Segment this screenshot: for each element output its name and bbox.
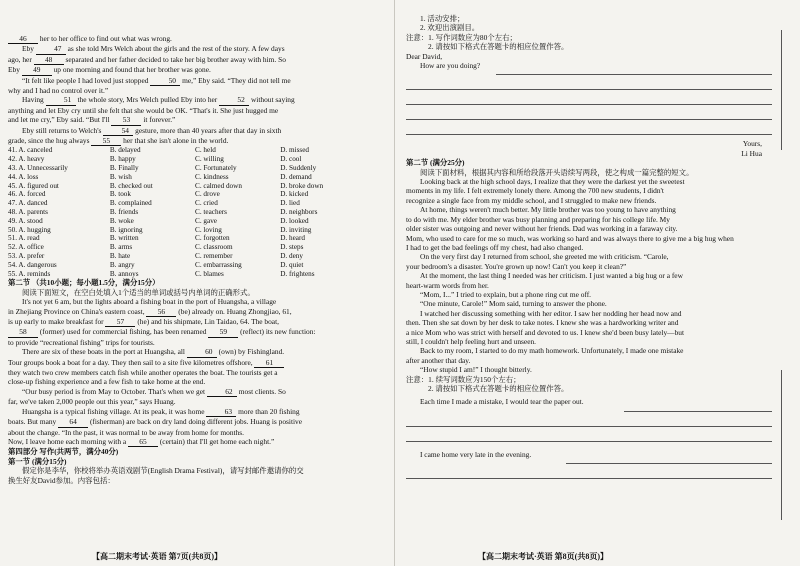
- story-line: then. Then she sat down by her desk to take notes. I knew she was a hardworking writer and: [406, 318, 679, 328]
- cloze-line: Having 51 the whole story, Mrs Welch pulled Eby into her 52 without saying: [22, 95, 295, 105]
- margin-rule: [781, 30, 782, 150]
- cloze-options-table: [8, 146, 380, 278]
- answer-blank[interactable]: 60: [187, 347, 217, 357]
- option-row: [8, 226, 380, 235]
- continuation-para2-opening: I came home very late in the evening.: [420, 449, 532, 459]
- cloze-line: 46 her to her office to find out what was wrong.: [8, 34, 382, 44]
- option-b: B. written: [109, 234, 139, 243]
- cloze-line: Eby 49 up one morning and found that her brother was gone.: [8, 65, 211, 75]
- option-c: C. loving: [195, 225, 222, 234]
- option-a: 47. A. danced: [8, 199, 48, 208]
- story-line: Mom, who used to care for me so much, was working so hard and was always there to give me a big hug when: [406, 233, 734, 243]
- option-d: D. cool: [280, 155, 302, 164]
- note-line: 2. 请按如下格式在答题卡的相应位置作答。: [428, 42, 569, 52]
- option-row: [8, 270, 380, 279]
- grammar-line: Tour groups book a boat for a day. They then sail to a site five kilometres offshore, 61: [8, 358, 382, 368]
- story-line: moments in my life. I felt extremely lonely there. Among the 700 new students, I didn't: [406, 186, 664, 196]
- grammar-line: “Our busy period is from May to October. That's when we get 62 most clients. So: [22, 386, 286, 396]
- option-c: C. blames: [195, 269, 224, 278]
- option-a: 43. A. Unnecessarily: [8, 164, 68, 173]
- answer-blank[interactable]: 56: [146, 307, 176, 317]
- option-row: [8, 234, 380, 243]
- option-b: B. took: [109, 190, 131, 199]
- answer-line[interactable]: [406, 412, 772, 427]
- answer-blank[interactable]: 54: [103, 126, 133, 136]
- answer-line[interactable]: [406, 464, 772, 479]
- option-c: C. embarrassing: [195, 260, 242, 269]
- option-c: C. forgotten: [195, 234, 230, 243]
- page-fold: [394, 0, 395, 566]
- option-d: D. broke down: [280, 181, 324, 190]
- answer-line[interactable]: [406, 90, 772, 105]
- letter-salutation: Dear David,: [406, 51, 443, 61]
- answer-blank[interactable]: 62: [207, 387, 237, 397]
- part4-title: 第四部分 写作(共两节，满分40分): [8, 447, 119, 457]
- section2-instruction: 阅读下面材料，根据其内容和所给段落开头语续写两段，使之构成一篇完整的短文。: [420, 167, 694, 177]
- grammar-line: Now, I leave home each morning with a 65 (certain) that I'll get home each night.”: [8, 436, 275, 446]
- answer-line[interactable]: [624, 397, 772, 412]
- option-b: B. happy: [109, 155, 136, 164]
- option-row: [8, 208, 380, 217]
- section2-title: 第二节 （共10小题；每小题1.5分，满分15分）: [8, 278, 160, 288]
- option-b: B. arms: [109, 243, 133, 252]
- option-a: 55. A. reminds: [8, 269, 51, 278]
- grammar-line: close-up fishing experience and a few fish to take home at the end.: [8, 377, 206, 387]
- option-row: [8, 199, 380, 208]
- option-c: C. cried: [195, 199, 218, 208]
- section2-instruction: 阅读下面短文，在空白处填入1个适当的单词或括号内单词的正确形式。: [22, 287, 255, 297]
- answer-line[interactable]: [406, 75, 772, 90]
- option-a: 41. A. canceled: [8, 146, 53, 155]
- option-b: B. friends: [109, 208, 139, 217]
- option-d: D. steps: [280, 243, 304, 252]
- story-line: Back to my room, I started to do my math homework. Unfortunately, I made one mistake: [420, 346, 684, 356]
- answer-line[interactable]: [406, 105, 772, 120]
- option-row: [8, 217, 380, 226]
- story-line: Looking back at the high school days, I realize that they were the darkest yet the sweetest: [420, 177, 685, 187]
- option-b: B. wish: [109, 172, 132, 181]
- answer-blank[interactable]: 61: [254, 358, 284, 368]
- option-c: C. teachers: [195, 208, 227, 217]
- option-d: D. deny: [280, 252, 303, 261]
- answer-blank[interactable]: 51: [46, 95, 76, 105]
- cloze-passage: [8, 34, 382, 146]
- option-d: D. demand: [280, 172, 312, 181]
- story-line: heart-warm words from her.: [406, 280, 489, 290]
- option-d: D. Suddenly: [280, 164, 317, 173]
- note-line: 2. 请按如下格式在答题卡的相应位置作答。: [428, 384, 569, 393]
- option-d: D. heard: [280, 234, 305, 243]
- option-a: 50. A. hugging: [8, 225, 51, 234]
- answer-blank[interactable]: 49: [22, 65, 52, 75]
- option-c: C. calmed down: [195, 181, 242, 190]
- part4-section1-title: 第一节 (满分15分): [8, 456, 67, 466]
- cloze-line: grade, since the hug always 55 her that she isn't alone in the world.: [8, 136, 229, 146]
- option-row: [8, 243, 380, 252]
- story-passage: [406, 177, 786, 375]
- option-c: C. gave: [195, 216, 217, 225]
- story-line: recognize a single face from my middle school, and I struggled to make new friends.: [406, 195, 657, 205]
- option-d: D. frightens: [280, 269, 315, 278]
- cloze-line: why and I had no control over it.”: [8, 86, 109, 96]
- option-b: B. ignoring: [109, 225, 143, 234]
- grammar-line: boats. But many 64 (fisherman) are back on dry land doing different jobs. Huang is positive: [8, 417, 303, 427]
- cloze-line: Eby 47 as she told Mrs Welch about the girls and the rest of the story. A few days: [22, 44, 285, 54]
- option-row: [8, 190, 380, 199]
- option-row: [8, 164, 380, 173]
- writing-task-line: 换生好友David参加。内容包括：: [8, 475, 115, 485]
- cloze-line: Eby still returns to Welch's 54 gesture, more than 40 years after that day in sixth: [22, 125, 282, 135]
- option-b: B. delayed: [109, 146, 141, 155]
- option-d: D. looked: [280, 216, 309, 225]
- story-line: On the very first day I returned from school, she greeted me with criticism. “Carole,: [420, 252, 669, 262]
- exam-page-7: [0, 0, 396, 566]
- grammar-line: It's not yet 6 am, but the lights aboard a fishing boat in the port of Huangsha, a village: [22, 297, 277, 307]
- option-c: C. classroom: [195, 243, 233, 252]
- writing-task-line: 假定你是李华，你校将举办英语戏剧节(English Drama Festival)，请写封邮件邀请你的交: [22, 466, 304, 476]
- cloze-line: and let me cry,” Eby said. “But I'll 53 it forever.”: [8, 115, 176, 125]
- option-b: B. annoys: [109, 269, 139, 278]
- grammar-line: about the change. “In the past, it was normal to be away from home for months.: [8, 427, 245, 437]
- option-a: 54. A. dangerous: [8, 260, 57, 269]
- option-c: C. remember: [195, 252, 233, 261]
- answer-line[interactable]: [406, 120, 772, 135]
- answer-blank[interactable]: 64: [58, 417, 88, 427]
- story-line: “One minute, Carole!” Mom said, turning to answer the phone.: [420, 299, 607, 309]
- grammar-line: they watch two crew members catch fish while another operates the boat. The tourists get a: [8, 368, 278, 378]
- option-d: D. neighbors: [280, 208, 318, 217]
- option-c: C. Fortunately: [195, 164, 237, 173]
- story-line: to do with me. My elder brother was busy planning and preparing for his college life. My: [406, 214, 670, 224]
- note-line: 注意：1. 写作词数应为80个左右；: [406, 32, 517, 42]
- option-d: D. missed: [280, 146, 309, 155]
- letter-opening: How are you doing?: [420, 61, 481, 71]
- answer-blank[interactable]: 65: [128, 437, 158, 447]
- option-row: [8, 182, 380, 191]
- grammar-line: There are six of these boats in the port at Huangsha, all 60 (own) by Fishingland.: [22, 347, 285, 357]
- continuation-para1-opening: Each time I made a mistake, I would tear the paper out.: [420, 397, 584, 407]
- answer-blank[interactable]: 50: [150, 76, 180, 86]
- page-footer: 【高二期末考试·英语 第7页(共8页)】: [92, 551, 222, 561]
- story-line: I watched her discussing something with her editor. I saw her nodding her head now and: [420, 308, 682, 318]
- story-line: I had to get the bad feelings off my chest, had also changed.: [406, 242, 584, 252]
- option-d: D. inviting: [280, 225, 312, 234]
- cloze-line: ago, her 48 separated and her father decided to take her big brother away with him. So: [8, 54, 286, 64]
- story-line: a nice Mom who was strict with herself and devoted to us. I knew she'd been busy lately—but: [406, 327, 685, 337]
- margin-rule: [781, 370, 782, 520]
- option-d: D. kicked: [280, 190, 309, 199]
- letter-closing: Yours,: [742, 139, 762, 149]
- option-b: B. hate: [109, 252, 131, 261]
- grammar-passage: [8, 297, 382, 447]
- story-line: your bedroom's a disaster. You're grown up now! Can't you keep it clean?”: [406, 261, 627, 271]
- option-c: C. kindness: [195, 172, 229, 181]
- option-b: B. Finally: [109, 164, 139, 173]
- option-b: B. checked out: [109, 181, 153, 190]
- option-row: [8, 155, 380, 164]
- answer-blank[interactable]: 47: [36, 44, 66, 54]
- cloze-line: anything and let Eby cry until she felt that she would be OK. “That's it. She just hugged me: [8, 105, 279, 115]
- story-line: still, I couldn't help feeling hurt and unseen.: [406, 336, 537, 346]
- option-b: B. complained: [109, 199, 152, 208]
- story-line: At the moment, the last thing I needed was her criticism. I just wanted a big hug or a few: [420, 271, 683, 281]
- option-a: 42. A. heavy: [8, 155, 45, 164]
- grammar-line: far, we've taken 2,000 people out this year,” says Huang.: [8, 397, 176, 407]
- option-a: 51. A. read: [8, 234, 40, 243]
- option-a: 45. A. figured out: [8, 181, 59, 190]
- option-b: B. woke: [109, 216, 134, 225]
- option-row: [8, 146, 380, 155]
- answer-line[interactable]: [406, 427, 772, 442]
- answer-blank[interactable]: 57: [105, 317, 135, 327]
- option-a: 48. A. parents: [8, 208, 48, 217]
- option-a: 49. A. stood: [8, 216, 43, 225]
- option-row: [8, 173, 380, 182]
- exam-page-8: [396, 0, 800, 566]
- story-line: older sister was outgoing and never without her friends. Dad was working in a faraway city.: [406, 224, 678, 234]
- answer-blank[interactable]: 48: [34, 55, 64, 65]
- option-row: [8, 261, 380, 270]
- option-d: D. lied: [280, 199, 300, 208]
- answer-blank[interactable]: 46: [8, 34, 38, 44]
- story-line: after another that day.: [406, 355, 471, 365]
- grammar-line: in Zhejiang Province on China's eastern coast, 56 (be) already on. Huang Zhongjiao, 61,: [8, 306, 292, 316]
- option-c: C. willing: [195, 155, 224, 164]
- story-line: “Mom, I...” I tried to explain, but a phone ring cut me off.: [420, 289, 592, 299]
- option-a: 52. A. office: [8, 243, 44, 252]
- letter-signature: Li Hua: [741, 148, 762, 158]
- answer-blank[interactable]: 59: [208, 327, 238, 337]
- answer-line[interactable]: [566, 449, 772, 464]
- page-footer: 【高二期末考试·英语 第8页(共8页)】: [478, 551, 608, 561]
- story-line: At home, things weren't much better. My little brother was too young to have anything: [420, 205, 676, 215]
- option-c: C. held: [195, 146, 216, 155]
- note-line: 注意：1. 续写词数应为150个左右；: [406, 374, 521, 384]
- option-a: 44. A. loss: [8, 172, 39, 181]
- option-b: B. angry: [109, 260, 135, 269]
- answer-blank[interactable]: 53: [111, 115, 141, 125]
- grammar-line: 58 (former) used for commercial fishing, has been renamed 59 (reflect) its new function:: [8, 327, 382, 337]
- grammar-line: Huangsha is a typical fishing village. At its peak, it was home 63 more than 20 fishing: [22, 406, 300, 416]
- answer-blank[interactable]: 58: [8, 327, 38, 337]
- option-c: C. drove: [195, 190, 220, 199]
- option-a: 46. A. forced: [8, 190, 46, 199]
- answer-blank[interactable]: 63: [206, 407, 236, 417]
- cloze-line: “It felt like people I had loved just stopped 50 me,” Eby said. “They did not tell me: [22, 75, 291, 85]
- answer-blank[interactable]: 55: [91, 136, 121, 146]
- option-row: [8, 252, 380, 261]
- option-d: D. quiet: [280, 260, 304, 269]
- grammar-line: is up early to make breakfast for 57 (he) and his shipmate, Lin Taidao, 64. The boat,: [8, 317, 279, 327]
- option-a: 53. A. prefer: [8, 252, 45, 261]
- story-line: “How stupid I am!” I thought bitterly.: [420, 365, 532, 375]
- content-point: 2. 欢迎出演剧目。: [420, 23, 480, 33]
- grammar-line: to provide “recreational fishing” trips for tourists.: [8, 337, 155, 347]
- content-point: 1. 活动安排；: [420, 14, 465, 23]
- section2-title: 第二节 (满分25分): [406, 158, 465, 168]
- answer-blank[interactable]: 52: [219, 95, 249, 105]
